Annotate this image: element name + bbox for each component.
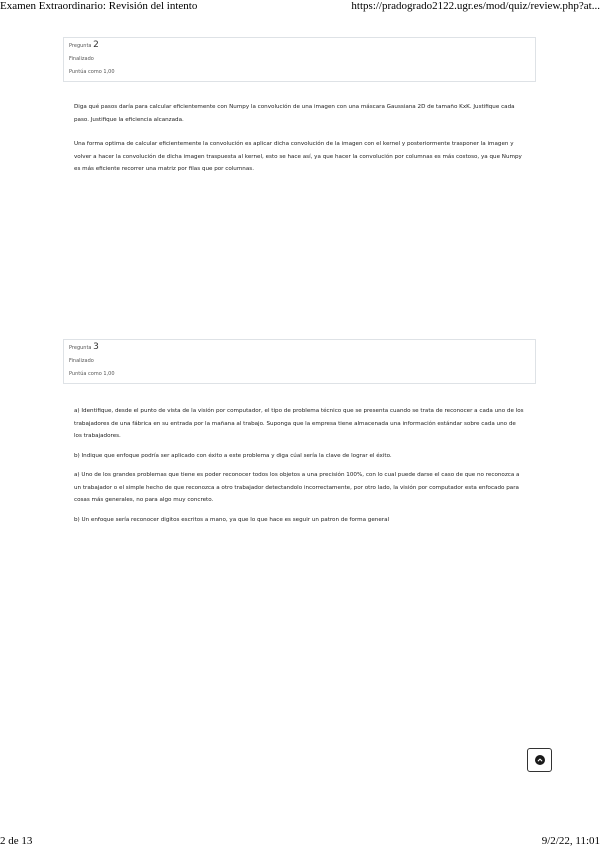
print-header (0, 0, 600, 14)
print-footer (0, 835, 600, 849)
document-title: Examen Extraordinario: Revisión del intento (0, 0, 198, 12)
question-text-2: Diga qué pasos daría para calcular eficientemente con Numpy la convolución de una imagen con una máscara Gaussiana 2D de tamaño KxK. Justifique cada paso. Justifique la eficiencia alcanzada. (74, 104, 515, 123)
question-number: Pregunta 2 (69, 40, 99, 50)
question-response-3: a) Uno de los grandes problemas que tiene es poder reconocer todos los objetos a una precisión 100%, con lo cual puede darse el caso de que no reconozca a un trabajador o el simple hecho de que reconozca a otro trabajador detectandolo incorrectamente, por otro lado, la visión por computador esta enfocado para cosas más generales, no para algo muy concreto. b) Un enfoque sería reconocer digitos escritos a mano, ya que lo que hace es seguir un patron de forma general (74, 472, 520, 523)
question-info-2 (63, 37, 536, 82)
chevron-up-icon (535, 755, 545, 765)
question-status: Finalizado (69, 56, 94, 62)
page-number: 2 de 13 (0, 835, 33, 847)
question-response-2: Una forma optima de calcular eficientemente la convolución es aplicar dicha convolución de la imagen con el kernel y posteriormente trasponer la imagen y volver a hacer la convolución de dicha imagen traspuesta al kernel, esto se hace así, ya que hacer la convolución por columnas es más costoso, ya que Numpy es más eficiente recorrer una matriz por filas que por columnas. (74, 141, 522, 172)
back-to-top-button[interactable] (527, 748, 552, 772)
question-info-3 (63, 339, 536, 384)
question-text-3: a) Identifique, desde el punto de vista de la visión por computador, el tipo de problema técnico que se presenta cuando se trata de reconocer a cada uno de los trabajadores de una fábrica en su entrada por la mañana al trabajo. Suponga que la empresa tiene almacenada una información estándar sobre cada uno de los trabajadores. b) Indique que enfoque podría ser aplicado con éxito a este problema y diga cúal sería la clave de lograr el éxito. (74, 408, 524, 459)
print-datetime: 9/2/22, 11:01 (541, 835, 600, 847)
question-status: Finalizado (69, 358, 94, 364)
question-grade: Puntúa como 1,00 (69, 69, 115, 75)
question-number: Pregunta 3 (69, 342, 99, 352)
document-url: https://pradogrado2122.ugr.es/mod/quiz/review.php?at... (351, 0, 600, 12)
question-grade: Puntúa como 1,00 (69, 371, 115, 377)
